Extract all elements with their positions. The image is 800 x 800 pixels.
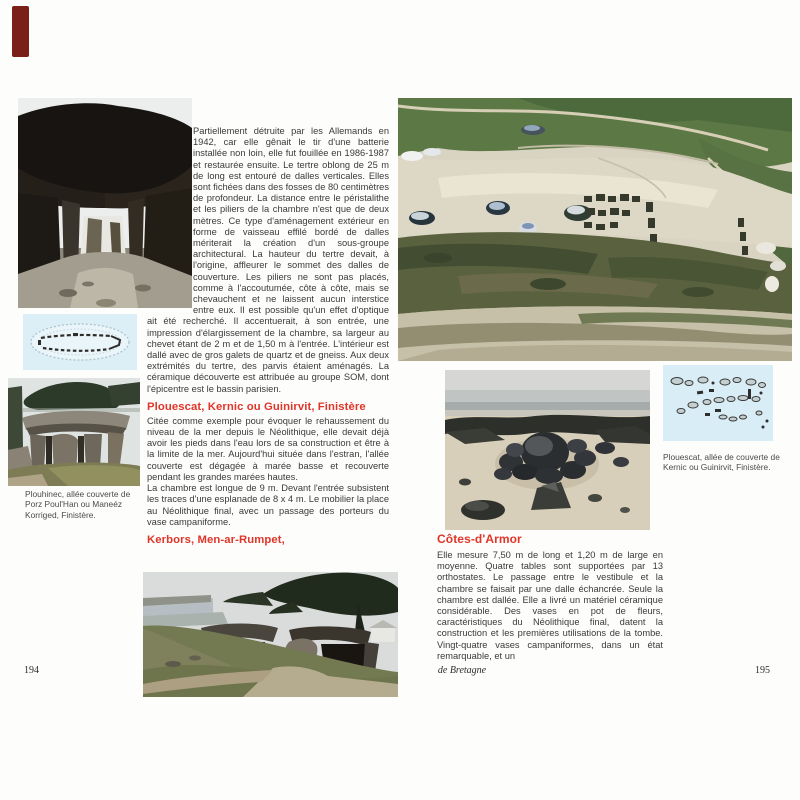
heading-cotes-darmor: Côtes-d'Armor (437, 532, 522, 546)
paragraph-text: Partiellement détruite par les Allemands en 1942, car elle gênait le tir d'une batterie installée non loin, elle fut fouillée en 1986-1987 et restaurée ensuite. Le tertre oblong de 25 m de long est entouré de dalles verticales. Elles sont fichées dans des fosses de 80 centimètres de profondeur. La distance entre le péristalithe et les piliers de la chambre n'est que de deux mètres. Ce type d'aménagement extérieur en forme de vaisseau effilé bordé de dalles mériterait la création d'un sous-groupe architectural. La hauteur du tertre devait, à l'origine, affleurer le sommet des dalles de couverture. Les piliers ne sont pas placés, comme à l'accoutumée, côte à côte, mais se chevauchent et ne laissent aucun interstice entre eux. Il est possible qu'un effet d'optique ait été recherché. Il accentuerait, à son entrée, une impression d'élargissement de la chambre, sa largeur au chevet étant de 2 m et de 1,50 m à l'entrée. L'intérieur est dallé avec de gros galets de quartz et de gneiss. Aux deux extrémités du tertre, des parvis étaient aménagés. La céramique découverte est attribuée au groupe SOM, dont l'épicentre est le bassin parisien. (147, 126, 389, 394)
oval-tumulus-plan-diagram (23, 314, 137, 370)
caption-plouescat: Plouescat, allée de couverte de Kernic ou Guinirvit, Finistère. (663, 452, 780, 473)
photo-wrap-spacer (147, 126, 193, 310)
paragraph-grand-menec (147, 126, 389, 395)
paragraph-plouescat: Citée comme exemple pour évoquer le rehaussement du niveau de la mer depuis le Néolithique, elle devait déjà avoir les pieds dans l'eau lors de sa construction et être à la limite de la mer. Aujourd'hui située dans l'estran, l'allée couverte est dégagée à marée basse et recouverte pendant les grandes marées hautes. (147, 415, 389, 482)
left-text-column (147, 126, 389, 549)
aerial-beach-site-photo (398, 98, 792, 361)
right-text-column (437, 533, 663, 662)
running-title: de Bretagne (437, 665, 487, 676)
plouhinec-dolmen-photo (8, 378, 140, 486)
heading-kerbors: Kerbors, Men-ar-Rumpet, (147, 533, 285, 546)
heading-plouescat: Plouescat, Kernic ou Guinirvit, Finistère (147, 400, 366, 413)
paragraph-chambre: La chambre est longue de 9 m. Devant l'entrée subsistent les traces d'une esplanade de 8 x 4 m. Le mobilier la place au Néolithique final, avec un passage des porteurs du vase campaniforme. (147, 483, 389, 527)
chapter-edge-tab (12, 6, 29, 57)
allee-couverte-plan-diagram (663, 365, 773, 441)
paragraph-cotes-darmor: Elle mesure 7,50 m de long et 1,20 m de large en moyenne. Quatre tables sont supportées par 13 orthostates. Le passage entre le vestibule et la chambre se faisait par une dalle échancrée. Seule la chambre est dallée. Elle a livré un matériel céramique considérable. Des vases en pot de fleurs, caractéristiques du Néolithique final, datent la construction et les premières utilisations de la tombe. Vingt-quatre vases campaniformes, dans un état remarquable, et un (437, 550, 663, 661)
page-number-right: 195 (755, 665, 770, 676)
caption-plouhinec: Plouhinec, allée couverte de Porz Poul'Han ou Maneéz Korriged, Finistère. (25, 489, 131, 520)
kernic-stones-on-beach-photo (445, 370, 650, 530)
page-number-left: 194 (24, 665, 39, 676)
kerbors-dolmen-photo (143, 572, 398, 697)
